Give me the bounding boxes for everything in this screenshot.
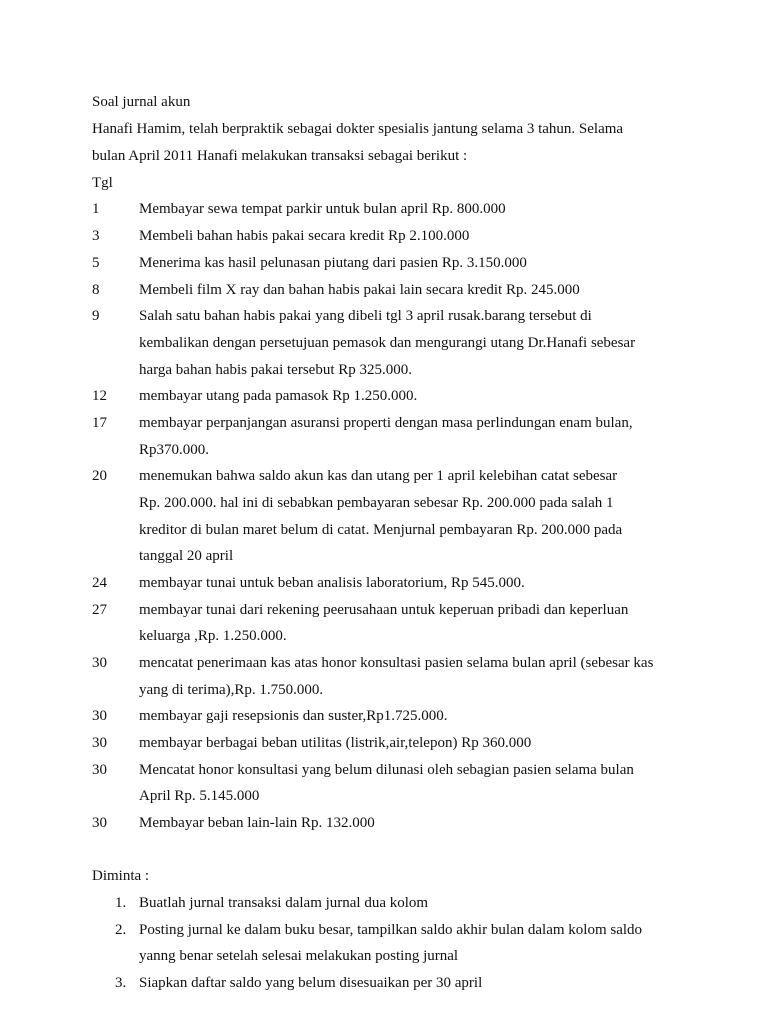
transaction-text: mencatat penerimaan kas atas honor konsultasi pasien selama bulan april (sebesar kas (139, 655, 654, 671)
diminta-label: Diminta : (92, 868, 150, 884)
intro-line: Hanafi Hamim, telah berpraktik sebagai dokter spesialis jantung selama 3 tahun. Selama (92, 121, 624, 137)
transaction-day: 30 (92, 735, 107, 751)
transaction-text: Rp370.000. (139, 442, 210, 458)
transaction-text: kembalikan dengan persetujuan pemasok dan mengurangi utang Dr.Hanafi sebesar (139, 335, 636, 351)
transaction-day: 8 (92, 282, 100, 298)
transaction-day: 17 (92, 415, 107, 431)
transaction-text: keluarga ,Rp. 1.250.000. (139, 628, 287, 644)
transaction-text: April Rp. 5.145.000 (139, 788, 260, 804)
transaction-day: 12 (92, 388, 107, 404)
transaction-text: Membayar sewa tempat parkir untuk bulan april Rp. 800.000 (139, 201, 506, 217)
requirement-number: 1. (115, 895, 127, 911)
transaction-text: kreditor di bulan maret belum di catat. Menjurnal pembayaran Rp. 200.000 pada (139, 522, 623, 538)
requirement-text: Buatlah jurnal transaksi dalam jurnal dua kolom (139, 895, 429, 911)
transaction-text: yang di terima),Rp. 1.750.000. (139, 682, 324, 698)
tgl-label: Tgl (92, 175, 113, 191)
transaction-day: 24 (92, 575, 107, 591)
transaction-text: Membeli film X ray dan bahan habis pakai lain secara kredit Rp. 245.000 (139, 282, 580, 298)
transaction-text: Membayar beban lain-lain Rp. 132.000 (139, 815, 375, 831)
transaction-day: 5 (92, 255, 100, 271)
transaction-text: membayar tunai untuk beban analisis laboratorium, Rp 545.000. (139, 575, 525, 591)
transaction-text: membayar gaji resepsionis dan suster,Rp1.725.000. (139, 708, 448, 724)
transaction-day: 3 (92, 228, 100, 244)
transaction-text: tanggal 20 april (139, 548, 234, 564)
transaction-text: membayar utang pada pamasok Rp 1.250.000. (139, 388, 418, 404)
requirement-text: yanng benar setelah selesai melakukan posting jurnal (139, 948, 459, 964)
requirement-text: Siapkan daftar saldo yang belum disesuaikan per 30 april (139, 975, 483, 991)
requirement-number: 3. (115, 975, 127, 991)
transaction-text: membayar berbagai beban utilitas (listrik,air,telepon) Rp 360.000 (139, 735, 532, 751)
transaction-text: Salah satu bahan habis pakai yang dibeli tgl 3 april rusak.barang tersebut di (139, 308, 592, 324)
transaction-day: 27 (92, 602, 107, 618)
transaction-day: 30 (92, 815, 107, 831)
transaction-text: Membeli bahan habis pakai secara kredit Rp 2.100.000 (139, 228, 470, 244)
transaction-day: 20 (92, 468, 107, 484)
transaction-text: membayar perpanjangan asuransi properti dengan masa perlindungan enam bulan, (139, 415, 633, 431)
transaction-day: 1 (92, 201, 100, 217)
document-title: Soal jurnal akun (92, 94, 191, 110)
transaction-text: menemukan bahwa saldo akun kas dan utang per 1 april kelebihan catat sebesar (139, 468, 618, 484)
transaction-text: membayar tunai dari rekening peerusahaan untuk keperuan pribadi dan keperluan (139, 602, 629, 618)
transaction-text: Menerima kas hasil pelunasan piutang dari pasien Rp. 3.150.000 (139, 255, 527, 271)
intro-line: bulan April 2011 Hanafi melakukan transaksi sebagai berikut : (92, 148, 468, 164)
transaction-text: harga bahan habis pakai tersebut Rp 325.000. (139, 362, 412, 378)
transaction-text: Mencatat honor konsultasi yang belum dilunasi oleh sebagian pasien selama bulan (139, 762, 634, 778)
transaction-day: 30 (92, 708, 107, 724)
transaction-day: 30 (92, 762, 107, 778)
transaction-text: Rp. 200.000. hal ini di sebabkan pembayaran sebesar Rp. 200.000 pada salah 1 (139, 495, 614, 511)
transaction-day: 9 (92, 308, 100, 324)
transaction-day: 30 (92, 655, 107, 671)
requirement-text: Posting jurnal ke dalam buku besar, tampilkan saldo akhir bulan dalam kolom saldo (139, 922, 643, 938)
requirement-number: 2. (115, 922, 127, 938)
